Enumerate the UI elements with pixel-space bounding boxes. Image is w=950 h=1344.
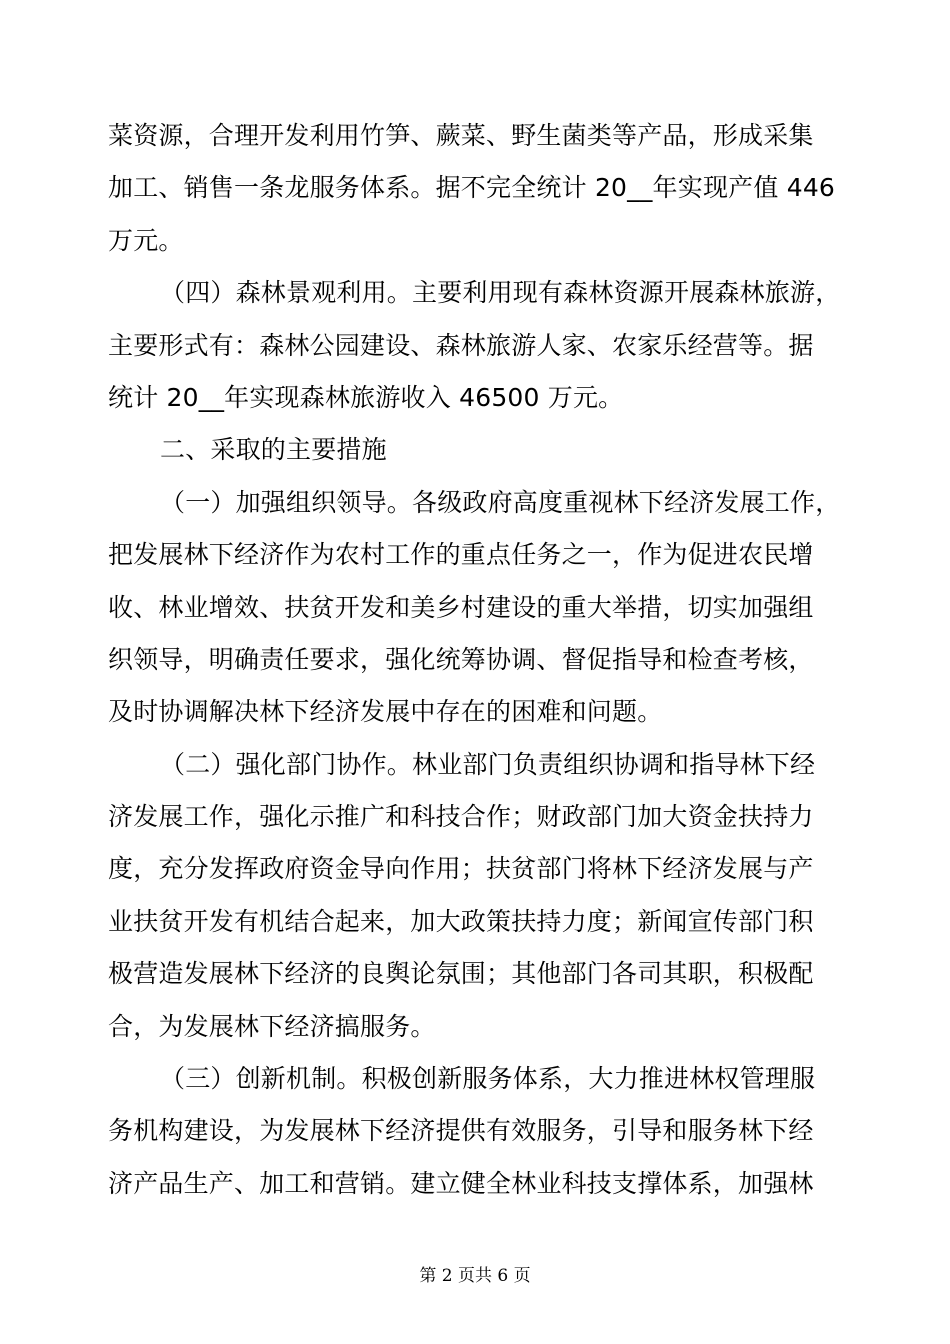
text-line: 统计 20__年实现森林旅游收入 46500 万元。 <box>108 382 624 412</box>
text-line: 济产品生产、加工和营销。建立健全林业科技支撑体系，加强林 <box>108 1168 814 1198</box>
document-body <box>108 110 850 1210</box>
paragraph-heading-line: （一）加强组织领导。各级政府高度重视林下经济发展工作， <box>160 487 841 517</box>
text-line: 及时协调解决林下经济发展中存在的困难和问题。 <box>108 697 663 727</box>
paragraph-heading-line: （二）强化部门协作。林业部门负责组织协调和指导林下经 <box>160 749 816 779</box>
text-line: 菜资源，合理开发利用竹笋、蕨菜、野生菌类等产品，形成采集 <box>108 121 814 150</box>
paragraph-heading-line: （三）创新机制。积极创新服务体系，大力推进林权管理服 <box>160 1064 816 1094</box>
text-line: 度，充分发挥政府资金导向作用；扶贫部门将林下经济发展与产 <box>108 854 814 884</box>
text-line: 织领导，明确责任要求，强化统筹协调、督促指导和检查考核， <box>108 644 814 674</box>
text-line: 万元。 <box>108 225 184 255</box>
text-line: 加工、销售一条龙服务体系。据不完全统计 20__年实现产值 446 <box>108 173 836 203</box>
text-line: 极营造发展林下经济的良舆论氛围；其他部门各司其职，积极配 <box>108 959 814 989</box>
text-line: 把发展林下经济作为农村工作的重点任务之一，作为促进农民增 <box>108 540 814 570</box>
section-heading: 二、采取的主要措施 <box>160 435 387 465</box>
text-line: 业扶贫开发有机结合起来，加大政策扶持力度；新闻宣传部门积 <box>108 906 814 936</box>
text-line: 收、林业增效、扶贫开发和美乡村建设的重大举措，切实加强组 <box>108 592 814 622</box>
text-line: 务机构建设，为发展林下经济提供有效服务，引导和服务林下经 <box>108 1116 814 1146</box>
paragraph-heading-line: （四）森林景观利用。主要利用现有森林资源开展森林旅游， <box>160 278 841 308</box>
text-line: 合，为发展林下经济搞服务。 <box>108 1011 436 1041</box>
text-line: 主要形式有：森林公园建设、森林旅游人家、农家乐经营等。据 <box>108 330 814 360</box>
text-line: 济发展工作，强化示推广和科技合作；财政部门加大资金扶持力 <box>108 802 814 832</box>
page-number-footer: 第 2 页共 6 页 <box>419 1266 531 1286</box>
